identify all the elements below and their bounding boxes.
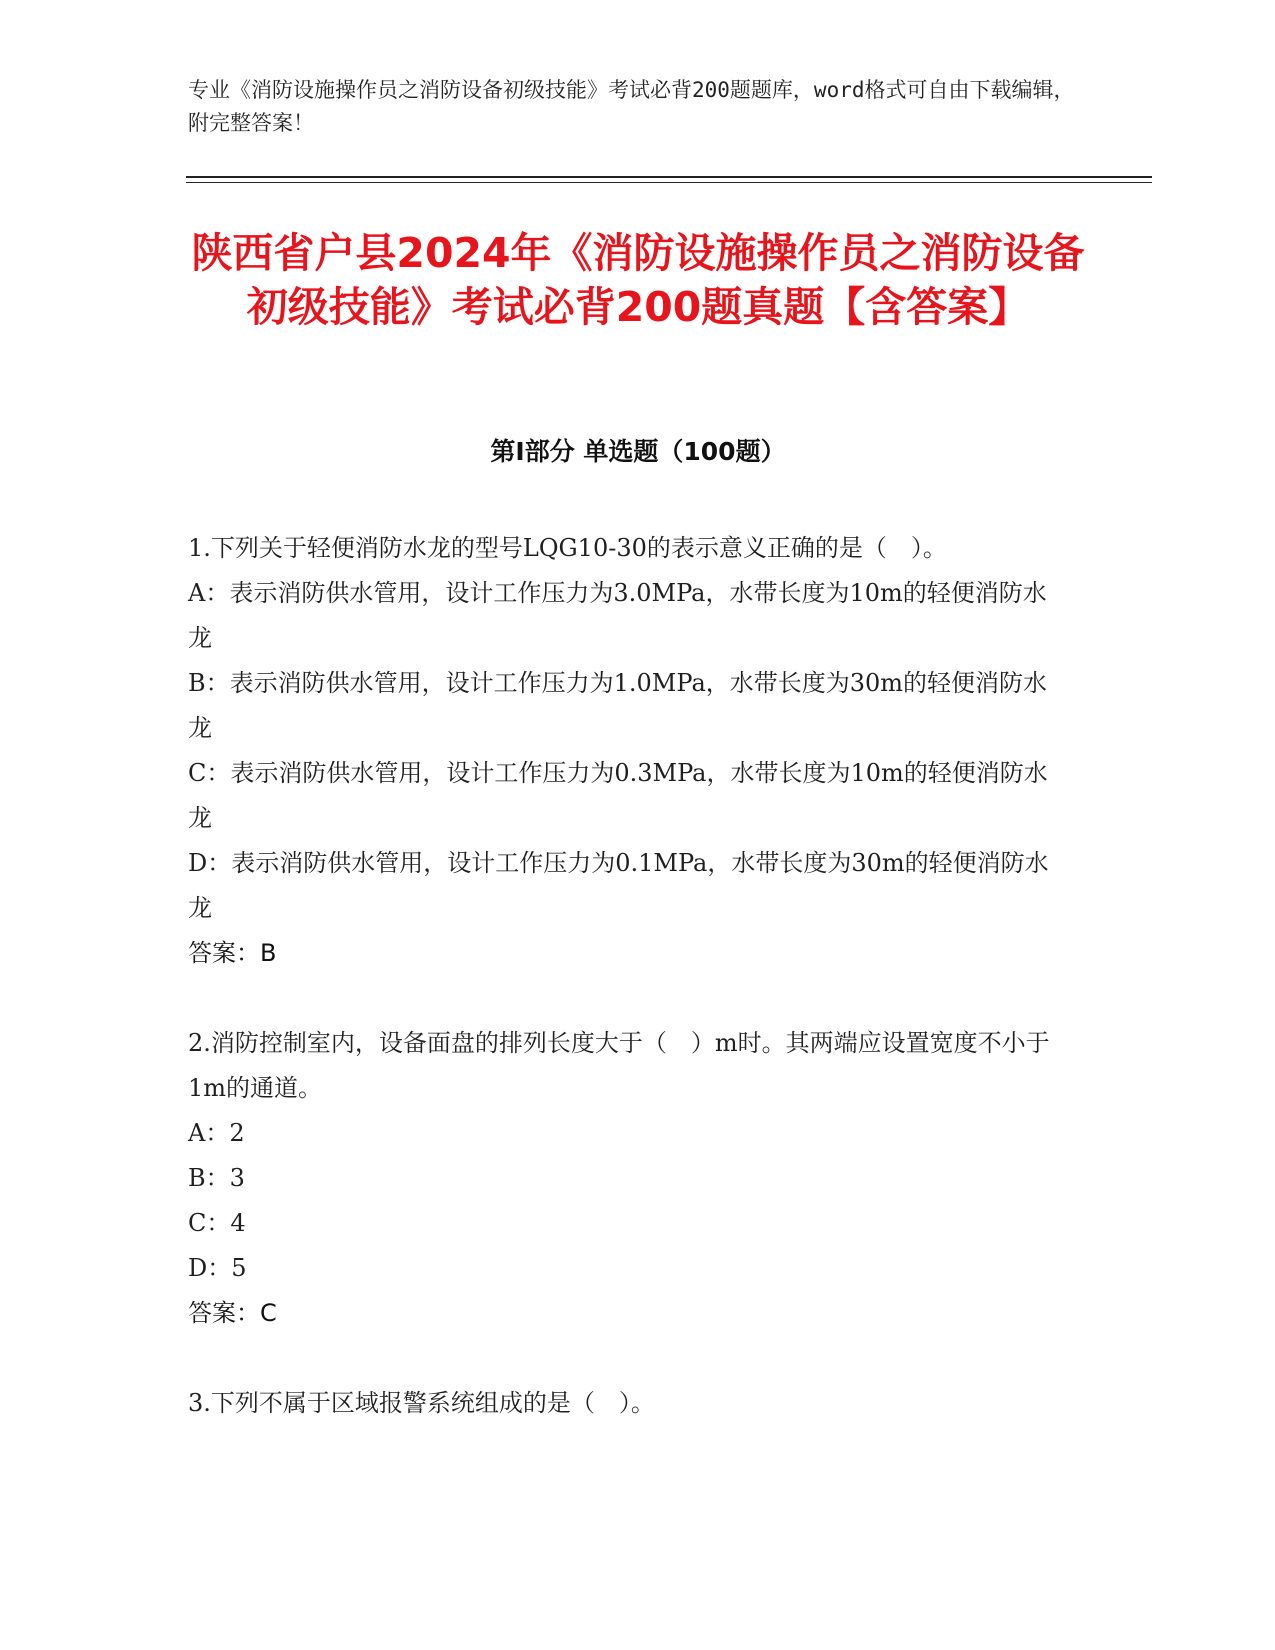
option-a: A：2 [188,1119,245,1147]
question-stem: 3.下列不属于区域报警系统组成的是（ ）。 [188,1389,655,1417]
question-stem: 2.消防控制室内，设备面盘的排列长度大于（ ）m时。其两端应设置宽度不小于1m的通道。 [188,1029,1050,1102]
option-c: C：4 [188,1209,246,1237]
answer: 答案：B [188,939,277,967]
option-c: C：表示消防供水管用，设计工作压力为0.3MPa，水带长度为10m的轻便消防水龙 [188,759,1048,832]
option-a: A：表示消防供水管用，设计工作压力为3.0MPa，水带长度为10m的轻便消防水龙 [188,579,1047,652]
question-list [188,526,1068,1471]
question-3 [188,1381,1068,1426]
question-2 [188,1021,1068,1336]
question-1 [188,526,1068,976]
option-b: B：3 [188,1164,245,1192]
answer: 答案：C [188,1299,277,1327]
header-note: 专业《消防设施操作员之消防设备初级技能》考试必背200题题库，word格式可自由下载编辑，附完整答案！ [188,78,1075,135]
document-title: 陕西省户县2024年《消防设施操作员之消防设备初级技能》考试必背200题真题【含答案】 [191,229,1085,331]
option-b: B：表示消防供水管用，设计工作压力为1.0MPa，水带长度为30m的轻便消防水龙 [188,669,1048,742]
option-d: D：5 [188,1254,247,1282]
option-d: D：表示消防供水管用，设计工作压力为0.1MPa，水带长度为30m的轻便消防水龙 [188,849,1049,922]
header-divider [186,176,1152,178]
header-divider-thin [186,182,1152,183]
section-heading: 第I部分 单选题（100题） [490,437,786,466]
question-stem: 1.下列关于轻便消防水龙的型号LQG10-30的表示意义正确的是（ ）。 [188,534,947,562]
